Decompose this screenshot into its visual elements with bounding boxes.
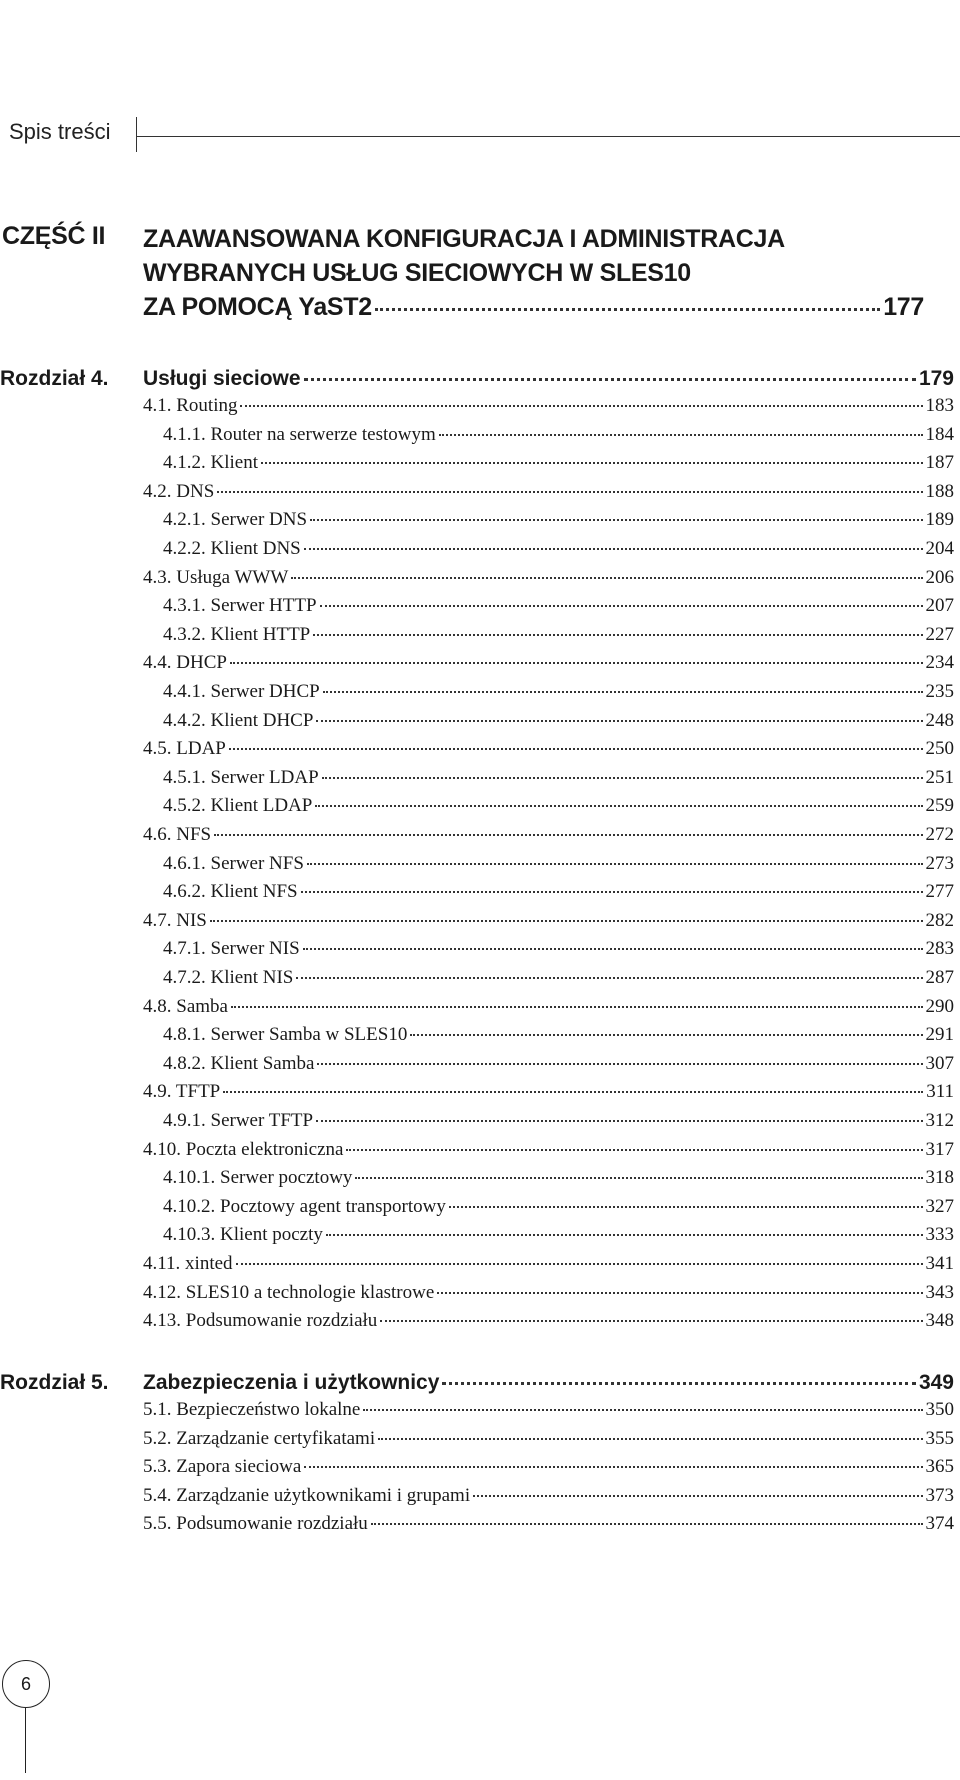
toc-subsection-entry[interactable] [163, 967, 954, 991]
toc-section-entry[interactable] [143, 996, 954, 1020]
entry-title: 4.8.1. Serwer Samba w SLES10 [163, 1024, 408, 1046]
dot-leader [473, 1495, 922, 1497]
entry-title: 4.12. SLES10 a technologie klastrowe [143, 1281, 435, 1303]
entry-title: 4.10.1. Serwer pocztowy [163, 1167, 353, 1189]
toc-subsection-entry[interactable] [163, 509, 954, 533]
running-header: Spis treści [9, 119, 111, 144]
chapter-label: Rozdział 4. [0, 367, 109, 390]
part-label: CZĘŚĆ II [2, 222, 106, 250]
toc-subsection-entry[interactable] [163, 424, 954, 448]
entry-title: 4.7. NIS [143, 909, 207, 931]
toc-section-entry[interactable] [143, 738, 954, 762]
entry-title: 4.10. Poczta elektroniczna [143, 1138, 344, 1160]
toc-subsection-entry[interactable] [163, 853, 954, 877]
entry-page-number: 374 [925, 1513, 954, 1535]
entry-title: 4.1.1. Router na serwerze testowym [163, 423, 436, 445]
dot-leader [380, 1320, 922, 1322]
entry-page-number: 235 [925, 681, 954, 702]
dot-leader [310, 519, 922, 521]
entry-page-number: 234 [925, 652, 954, 674]
dot-leader [236, 1263, 923, 1265]
entry-page-number: 341 [925, 1253, 954, 1274]
page-number-badge: 6 [2, 1660, 50, 1708]
toc-section-entry[interactable] [143, 652, 954, 676]
toc-section-entry[interactable] [143, 1310, 954, 1334]
toc-subsection-entry[interactable] [163, 1110, 954, 1134]
dot-leader [301, 891, 923, 893]
entry-page-number: 350 [925, 1399, 954, 1420]
entry-title: 4.4.1. Serwer DHCP [163, 681, 320, 702]
toc-section-entry[interactable] [143, 481, 954, 505]
entry-title: 5.2. Zarządzanie certyfikatami [143, 1427, 376, 1449]
toc-subsection-entry[interactable] [163, 710, 954, 734]
entry-page-number: 283 [925, 938, 954, 960]
dot-leader [320, 605, 923, 607]
dot-leader [316, 720, 922, 722]
dot-leader [315, 805, 922, 807]
entry-page-number: 311 [926, 1081, 954, 1103]
dot-leader [316, 1120, 922, 1122]
entry-title: 4.7.1. Serwer NIS [163, 938, 300, 960]
entry-page-number: 291 [925, 1024, 954, 1046]
toc-section-entry[interactable] [143, 395, 954, 419]
entry-title: 4.1. Routing [143, 395, 238, 416]
entry-page-number: 373 [925, 1484, 954, 1506]
entry-page-number: 290 [925, 995, 954, 1017]
entry-title: 4.8. Samba [143, 995, 228, 1017]
dot-leader [231, 1006, 923, 1008]
part-title [143, 222, 923, 324]
toc-section-entry[interactable] [143, 1428, 954, 1452]
toc-section-entry[interactable] [143, 1513, 954, 1537]
entry-page-number: 250 [925, 738, 954, 760]
dot-leader [326, 1234, 923, 1236]
entry-page-number: 327 [925, 1195, 954, 1217]
dot-leader [355, 1177, 922, 1179]
entry-page-number: 273 [925, 852, 954, 874]
dot-leader [296, 977, 922, 979]
chapter-entry[interactable] [143, 1371, 954, 1399]
dot-leader [346, 1149, 922, 1151]
entry-page-number: 348 [925, 1310, 954, 1332]
entry-page-number: 248 [925, 709, 954, 731]
entry-page-number: 272 [925, 824, 954, 845]
entry-page-number: 227 [925, 623, 954, 645]
part-title-row [143, 290, 924, 324]
dot-leader [229, 748, 923, 750]
toc-section-entry[interactable] [143, 910, 954, 934]
entry-page-number: 307 [925, 1052, 954, 1074]
entry-title: 4.5. LDAP [143, 738, 226, 760]
chapter-title: Zabezpieczenia i użytkownicy [143, 1371, 440, 1394]
dot-leader [230, 662, 923, 664]
chapter-page-number: 349 [918, 1371, 954, 1394]
entry-title: 4.3.1. Serwer HTTP [163, 595, 317, 617]
toc-section-entry[interactable] [143, 1081, 954, 1105]
chapter-label: Rozdział 5. [0, 1371, 109, 1394]
entry-title: 5.4. Zarządzanie użytkownikami i grupami [143, 1484, 471, 1506]
entry-page-number: 183 [925, 395, 954, 416]
entry-title: 4.10.3. Klient poczty [163, 1224, 323, 1246]
dot-leader [323, 691, 923, 693]
entry-title: 5.1. Bezpieczeństwo lokalne [143, 1399, 361, 1420]
dot-leader [210, 920, 923, 922]
toc-section-entry[interactable] [143, 1456, 954, 1480]
entry-title: 4.13. Podsumowanie rozdziału [143, 1310, 378, 1332]
entry-page-number: 251 [925, 766, 954, 788]
toc-subsection-entry[interactable] [163, 681, 954, 705]
toc-section-entry[interactable] [143, 824, 954, 848]
toc-subsection-entry[interactable] [163, 938, 954, 962]
entry-page-number: 365 [925, 1456, 954, 1478]
dot-leader [291, 577, 922, 579]
entry-title: 4.6.1. Serwer NFS [163, 852, 304, 874]
dot-leader [322, 777, 923, 779]
dot-leader [304, 548, 923, 550]
chapter-entry[interactable] [143, 367, 954, 395]
entry-page-number: 333 [925, 1224, 954, 1246]
entry-title: 4.10.2. Pocztowy agent transportowy [163, 1195, 446, 1217]
dot-leader [375, 308, 880, 311]
dot-leader [378, 1438, 922, 1440]
dot-leader [303, 948, 923, 950]
entry-page-number: 287 [925, 967, 954, 988]
toc-subsection-entry[interactable] [163, 767, 954, 791]
entry-title: 4.2.2. Klient DNS [163, 538, 301, 559]
toc-subsection-entry[interactable] [163, 452, 954, 476]
entry-title: 4.4.2. Klient DHCP [163, 709, 314, 731]
entry-page-number: 259 [925, 795, 954, 817]
entry-title: 4.4. DHCP [143, 652, 227, 674]
entry-page-number: 187 [925, 452, 954, 474]
entry-page-number: 277 [925, 881, 954, 903]
toc-section-entry[interactable] [143, 1399, 954, 1423]
dot-leader [217, 491, 922, 493]
entry-page-number: 206 [925, 566, 954, 588]
toc-subsection-entry[interactable] [163, 1024, 954, 1048]
part-page-number: 177 [883, 293, 924, 321]
chapter-page-number: 179 [918, 367, 954, 390]
entry-title: 4.3.2. Klient HTTP [163, 623, 311, 645]
dot-leader [317, 1063, 922, 1065]
part-title-line: ZAAWANSOWANA KONFIGURACJA I ADMINISTRACJA [143, 225, 785, 253]
toc-subsection-entry[interactable] [163, 1053, 954, 1077]
toc-subsection-entry[interactable] [163, 538, 954, 562]
entry-page-number: 189 [925, 509, 954, 531]
dot-leader [307, 863, 923, 865]
entry-title: 4.5.1. Serwer LDAP [163, 766, 319, 788]
entry-title: 4.7.2. Klient NIS [163, 967, 294, 988]
entry-title: 4.1.2. Klient [163, 452, 258, 474]
dot-leader [240, 405, 922, 407]
part-title-line: ZA POMOCĄ YaST2 [143, 293, 372, 321]
toc-subsection-entry[interactable] [163, 1224, 954, 1248]
entry-title: 4.11. xinted [143, 1253, 233, 1274]
entry-title: 4.9. TFTP [143, 1081, 221, 1103]
entry-page-number: 282 [925, 909, 954, 931]
dot-leader [261, 462, 923, 464]
entry-page-number: 343 [925, 1281, 954, 1303]
entry-title: 4.8.2. Klient Samba [163, 1052, 315, 1074]
entry-page-number: 184 [925, 423, 954, 445]
entry-title: 4.5.2. Klient LDAP [163, 795, 313, 817]
toc-section-entry[interactable] [143, 1253, 954, 1277]
dot-leader [437, 1292, 922, 1294]
toc-section-entry[interactable] [143, 567, 954, 591]
entry-page-number: 188 [925, 480, 954, 502]
entry-title: 4.2.1. Serwer DNS [163, 509, 308, 531]
toc-section-entry[interactable] [143, 1282, 954, 1306]
chapter-title: Usługi sieciowe [143, 367, 301, 390]
toc-subsection-entry[interactable] [163, 595, 954, 619]
page-number-rule [25, 1708, 26, 1773]
entry-title: 4.3. Usługa WWW [143, 566, 289, 588]
entry-title: 4.9.1. Serwer TFTP [163, 1110, 314, 1131]
toc-subsection-entry[interactable] [163, 1167, 954, 1191]
entry-page-number: 317 [925, 1138, 954, 1160]
toc-section-entry[interactable] [143, 1139, 954, 1163]
header-horizontal-rule [136, 136, 960, 137]
entry-title: 4.6. NFS [143, 824, 212, 845]
entry-title: 5.3. Zapora sieciowa [143, 1456, 302, 1478]
entry-page-number: 355 [925, 1427, 954, 1449]
entry-page-number: 312 [925, 1110, 954, 1131]
dot-leader [223, 1091, 923, 1093]
entry-title: 4.6.2. Klient NFS [163, 881, 298, 903]
toc-subsection-entry[interactable] [163, 624, 954, 648]
toc-subsection-entry[interactable] [163, 881, 954, 905]
dot-leader [313, 634, 922, 636]
dot-leader [214, 834, 922, 836]
dot-leader [449, 1206, 923, 1208]
dot-leader [442, 1382, 916, 1385]
toc-subsection-entry[interactable] [163, 795, 954, 819]
entry-page-number: 207 [925, 595, 954, 617]
entry-page-number: 318 [925, 1167, 954, 1189]
dot-leader [304, 378, 916, 381]
entry-title: 4.2. DNS [143, 480, 215, 502]
dot-leader [410, 1034, 922, 1036]
dot-leader [304, 1466, 922, 1468]
header-vertical-rule [136, 117, 137, 152]
dot-leader [363, 1409, 922, 1411]
dot-leader [371, 1523, 923, 1525]
entry-title: 5.5. Podsumowanie rozdziału [143, 1513, 368, 1535]
entry-page-number: 204 [925, 538, 954, 559]
toc-subsection-entry[interactable] [163, 1196, 954, 1220]
part-title-line: WYBRANYCH USŁUG SIECIOWYCH W SLES10 [143, 259, 691, 287]
dot-leader [439, 434, 923, 436]
toc-section-entry[interactable] [143, 1485, 954, 1509]
